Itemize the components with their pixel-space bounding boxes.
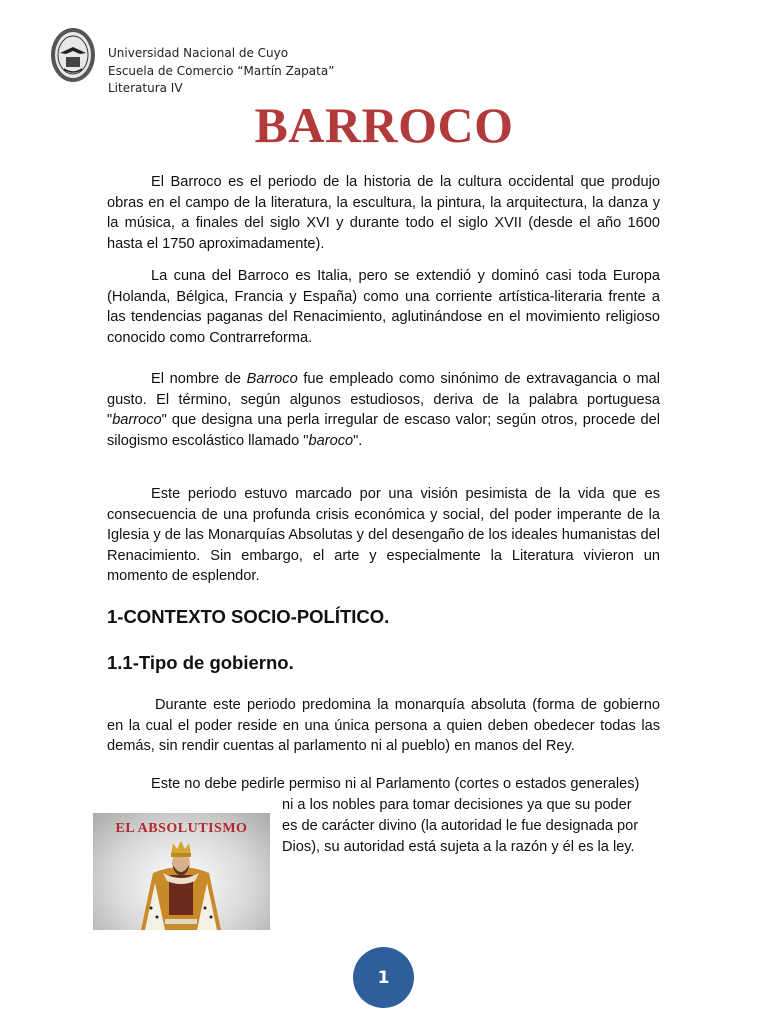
subsection-heading: 1.1-Tipo de gobierno. xyxy=(107,652,294,673)
header-block xyxy=(108,45,334,98)
header-school: Escuela de Comercio “Martín Zapata” xyxy=(108,63,335,78)
paragraph-2 xyxy=(107,266,660,348)
absolutism-image xyxy=(93,813,270,930)
paragraph-5 xyxy=(107,695,660,757)
paragraph-6-wrapped xyxy=(282,795,660,858)
paragraph-5-text: Durante este periodo predomina la monarquía absoluta (forma de gobierno en la cual el poder reside en una única persona a quien deben obedecer todas las demás, sin rendir cuentas al parlamento ni al pueblo) en manos del Rey. xyxy=(107,697,660,755)
paragraph-4-text: Este periodo estuvo marcado por una visión pesimista de la vida que es consecuencia de una profunda crisis económica y social, del poder imperante de la Iglesia y de las Monarquías Absolutas y del desengaño de los ideales humanistas del Renacimiento. Sin embargo, el arte y especialmente la Literatura vivieron un momento de esplendor. xyxy=(107,486,660,585)
paragraph-3-italic-baroco: baroco xyxy=(308,432,354,449)
paragraph-3 xyxy=(107,369,660,451)
page-number: 1 xyxy=(353,947,414,1008)
header-university: Universidad Nacional de Cuyo xyxy=(108,46,289,60)
king-portrait-icon xyxy=(93,813,270,930)
page-title: BARROCO xyxy=(254,97,514,153)
paragraph-3-text-g: ". xyxy=(353,432,363,449)
paragraph-3-italic-barroco: Barroco xyxy=(246,371,298,387)
paragraph-3-text-a: El nombre de xyxy=(151,371,247,387)
paragraph-1 xyxy=(107,172,660,254)
paragraph-6-line-3: Dios), su autoridad está sujeta a la razón y él es la ley. xyxy=(282,839,635,855)
paragraph-6-line-1: ni a los nobles para tomar decisiones ya que su poder xyxy=(282,797,632,813)
paragraph-6-first-line xyxy=(107,774,660,795)
section-heading: 1-CONTEXTO SOCIO-POLÍTICO. xyxy=(107,606,390,627)
paragraph-6-line-2: es de carácter divino (la autoridad le fue designada por xyxy=(282,818,639,834)
paragraph-2-text: La cuna del Barroco es Italia, pero se extendió y dominó casi toda Europa (Holanda, Bélgica, Francia y España) como una corriente artística-literaria frente a las tendencias paganas del Renacimiento, aglutinándose en el movimiento religioso conocido como Contrarreforma. xyxy=(107,268,660,346)
paragraph-3-text-c: fue empleado como sinónimo de extravagancia o mal gusto. El término, según algunos estudiosos, deriva de la palabra portuguesa " xyxy=(107,371,661,429)
university-seal-icon xyxy=(50,27,96,83)
paragraph-3-italic-barroco-lower: barroco xyxy=(112,412,162,429)
header-course: Literatura IV xyxy=(108,81,183,95)
image-title: EL ABSOLUTISMO xyxy=(115,821,248,836)
paragraph-4 xyxy=(107,484,660,587)
paragraph-1-text: El Barroco es el periodo de la historia de la cultura occidental que produjo obras en el campo de la literatura, la escultura, la pintura, la arquitectura, la danza y la música, a finales del siglo XVI y durante todo el siglo XVII (desde el año 1600 hasta el 1750 aproximadamente). xyxy=(107,174,660,252)
paragraph-3-text-e: " que designa una perla irregular de escaso valor; según otros, procede del silogismo escolástico llamado " xyxy=(107,412,660,449)
paragraph-6-text-first: Este no debe pedirle permiso ni al Parlamento (cortes o estados generales) xyxy=(151,776,640,792)
